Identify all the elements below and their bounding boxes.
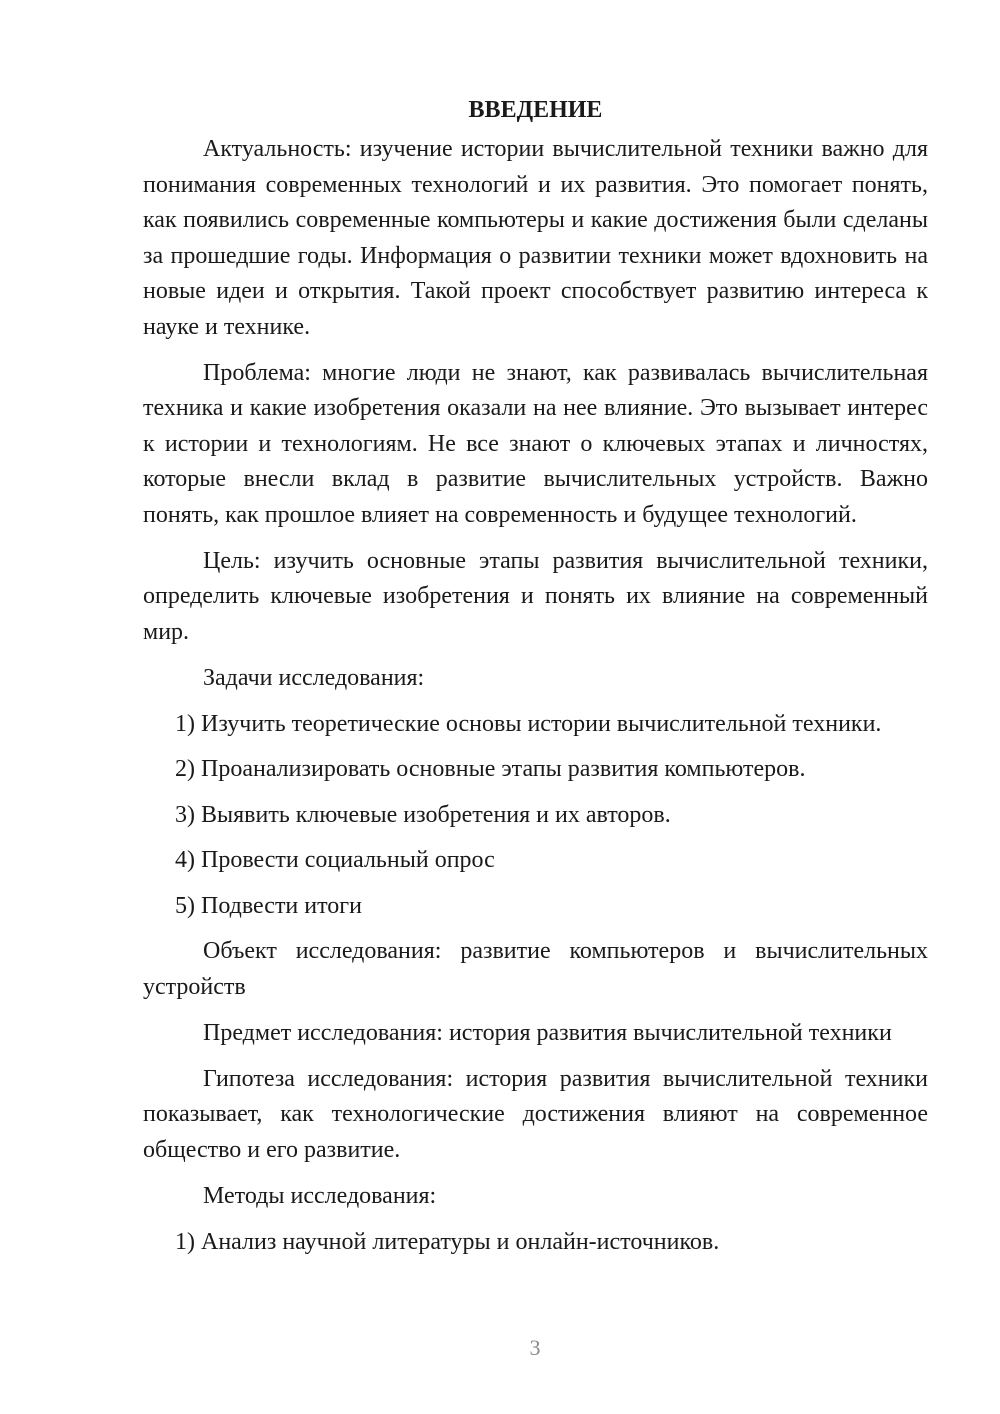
task-item: 2) Проанализировать основные этапы развития компьютеров. (175, 756, 806, 782)
object-paragraph: Объект исследования: развитие компьютеров и вычислительных устройств (143, 938, 928, 1000)
method-item: 1) Анализ научной литературы и онлайн-источников. (175, 1228, 720, 1255)
relevance-paragraph: Актуальность: изучение истории вычислительной техники важно для понимания современных технологий и их развития. Это помогает понять, как появились современные компьютеры и какие достижения были сделаны за прошедшие годы. Информация о развитии техники может вдохновить на новые идеи и открытия. Такой проект способствует развитию интереса к науке и технике. (143, 136, 928, 340)
task-item: 5) Подвести итоги (175, 892, 362, 919)
methods-heading: Методы исследования: (203, 1182, 437, 1209)
task-item: 1) Изучить теоретические основы истории вычислительной техники. (175, 710, 882, 737)
page-title: ВВЕДЕНИЕ (468, 97, 603, 123)
subject-paragraph: Предмет исследования: история развития вычислительной техники (203, 1019, 892, 1046)
goal-paragraph: Цель: изучить основные этапы развития вычислительной техники, определить ключевые изобретения и понять их влияние на современный мир. (143, 547, 928, 645)
page-content (143, 92, 928, 1270)
task-item: 4) Провести социальный опрос (175, 847, 495, 873)
problem-paragraph: Проблема: многие люди не знают, как развивалась вычислительная техника и какие изобретения оказали на нее влияние. Это вызывает интерес к истории и технологиям. Не все знают о ключевых этапах и личностях, которые внесли вклад в развитие вычислительных устройств. Важно понять, как прошлое влияет на современность и будущее технологий. (143, 359, 928, 528)
task-item: 3) Выявить ключевые изобретения и их авторов. (175, 801, 671, 828)
tasks-heading: Задачи исследования: (203, 664, 425, 691)
page-number: 3 (529, 1335, 541, 1360)
hypothesis-paragraph: Гипотеза исследования: история развития вычислительной техники показывает, как технологические достижения влияют на современное общество и его развитие. (143, 1065, 928, 1163)
